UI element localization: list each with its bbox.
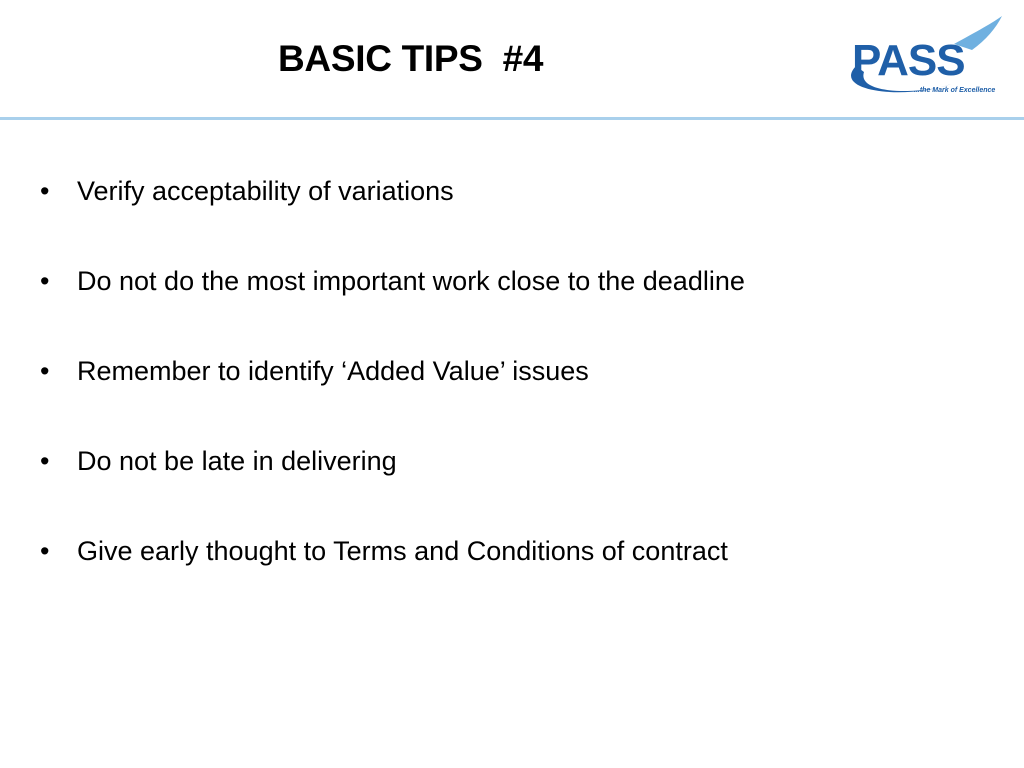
bullet-icon: • [40,446,50,476]
logo-wordmark: PASS [852,36,965,85]
bullet-text: Verify acceptability of variations [77,176,454,206]
bullet-text: Give early thought to Terms and Conditions of contract [77,536,728,566]
bullet-text: Remember to identify ‘Added Value’ issues [77,356,589,386]
bullet-icon: • [40,176,50,206]
bullet-icon: • [40,356,50,386]
bullet-text: Do not be late in delivering [77,446,397,476]
logo-tagline: ...the Mark of Excellence [914,87,996,94]
bullet-icon: • [40,266,50,296]
slide-title: BASIC TIPS #4 [278,38,544,79]
pass-logo [836,14,1004,104]
title-divider [0,117,1024,120]
bullet-icon: • [40,536,50,566]
bullet-text: Do not do the most important work close to the deadline [77,266,745,296]
